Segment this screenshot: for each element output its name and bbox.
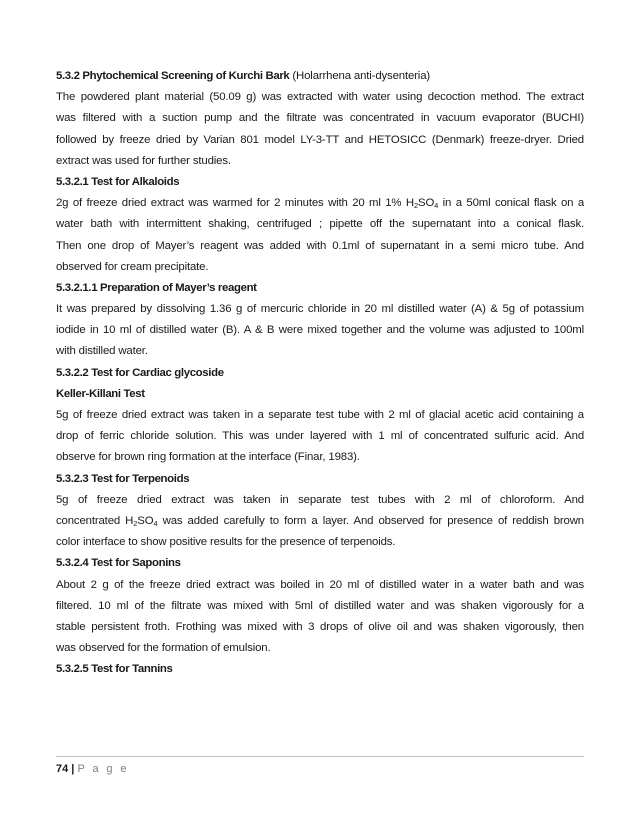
section-heading-latin-name: (Holarrhena anti-dysenteria): [289, 70, 431, 82]
page-word: P a g e: [77, 763, 129, 775]
mayer-heading: 5.3.2.1.1 Preparation of Mayer’s reagent: [56, 281, 257, 294]
terpenoids-line-1: 5g of freeze dried extract was taken in separate test tubes with 2 ml of chloroform. And: [56, 493, 584, 506]
cardiac-line-2: drop of ferric chloride solution. This was under layered with 1 ml of concentrated sulfuric acid. And: [56, 430, 584, 443]
section-heading: [56, 66, 584, 87]
alkaloids-line-2: water bath with intermittent shaking, centrifuged ; pipette off the supernatant into a conical flask.: [56, 218, 584, 231]
mayer-line-2: iodide in 10 ml of distilled water (B). A & B were mixed together and the volume was adjusted to 100ml: [56, 324, 584, 337]
tannins-heading: 5.3.2.5 Test for Tannins: [56, 663, 173, 676]
terpenoids-line-2: concentrated $H_2SO_4$ was added carefully to form a layer. And observed for presence of reddish brown: [56, 514, 584, 528]
section-heading-title: 5.3.2 Phytochemical Screening of Kurchi Bark: [56, 70, 290, 82]
alkaloids-heading: 5.3.2.1 Test for Alkaloids: [56, 175, 180, 188]
saponins-heading: 5.3.2.4 Test for Saponins: [56, 557, 181, 570]
cardiac-line-3: observe for brown ring formation at the interface (Finar, 1983).: [56, 451, 360, 464]
saponins-line-1: About 2 g of the freeze dried extract was boiled in 20 ml of distilled water in a water bath and was: [56, 578, 584, 591]
mayer-line-3: with distilled water.: [56, 345, 148, 358]
saponins-line-3: stable persistent froth. Frothing was mixed with 3 drops of olive oil and was shaken vigorously, then: [56, 620, 584, 633]
intro-line-2: was filtered with a suction pump and the filtrate was concentrated in vacuum evaporator (BUCHI): [56, 112, 584, 125]
intro-line-3: followed by freeze dried by Varian 801 model LY-3-TT and HETOSICC (Denmark) freeze-dryer. Dried: [56, 133, 584, 146]
page-separator: |: [68, 763, 78, 775]
cardiac-heading: 5.3.2.2 Test for Cardiac glycoside: [56, 366, 224, 379]
footer-divider: [56, 756, 584, 757]
document-body: [56, 66, 584, 680]
page-number: 74: [56, 763, 69, 775]
terpenoids-heading: 5.3.2.3 Test for Terpenoids: [56, 472, 190, 485]
page-number-label: [56, 761, 584, 777]
alkaloids-line-3: Then one drop of Mayer’s reagent was added with 0.1ml of supernatant in a semi micro tube. And: [56, 239, 584, 252]
page-footer: [56, 756, 584, 777]
terpenoids-line-3: color interface to show positive results for the presence of terpenoids.: [56, 536, 396, 549]
alkaloids-line-4: observed for cream precipitate.: [56, 260, 209, 273]
intro-line-1: The powdered plant material (50.09 g) was extracted with water using decoction method. The extract: [56, 91, 584, 104]
alkaloids-line-1: 2g of freeze dried extract was warmed for 2 minutes with 20 ml 1% $H_2SO_4$ in a 50ml conical flask on a: [56, 197, 584, 211]
intro-line-4: extract was used for further studies.: [56, 154, 231, 167]
cardiac-line-1: 5g of freeze dried extract was taken in a separate test tube with 2 ml of glacial acetic acid containing a: [56, 409, 584, 421]
saponins-line-2: filtered. 10 ml of the filtrate was mixed with 5ml of distilled water and was shaken vigorously for a: [56, 599, 584, 612]
mayer-line-1: It was prepared by dissolving 1.36 g of mercuric chloride in 20 ml distilled water (A) & 5g of potassium: [56, 303, 584, 316]
cardiac-subheading: Keller-Killani Test: [56, 387, 145, 400]
saponins-line-4: was observed for the formation of emulsion.: [56, 642, 271, 655]
